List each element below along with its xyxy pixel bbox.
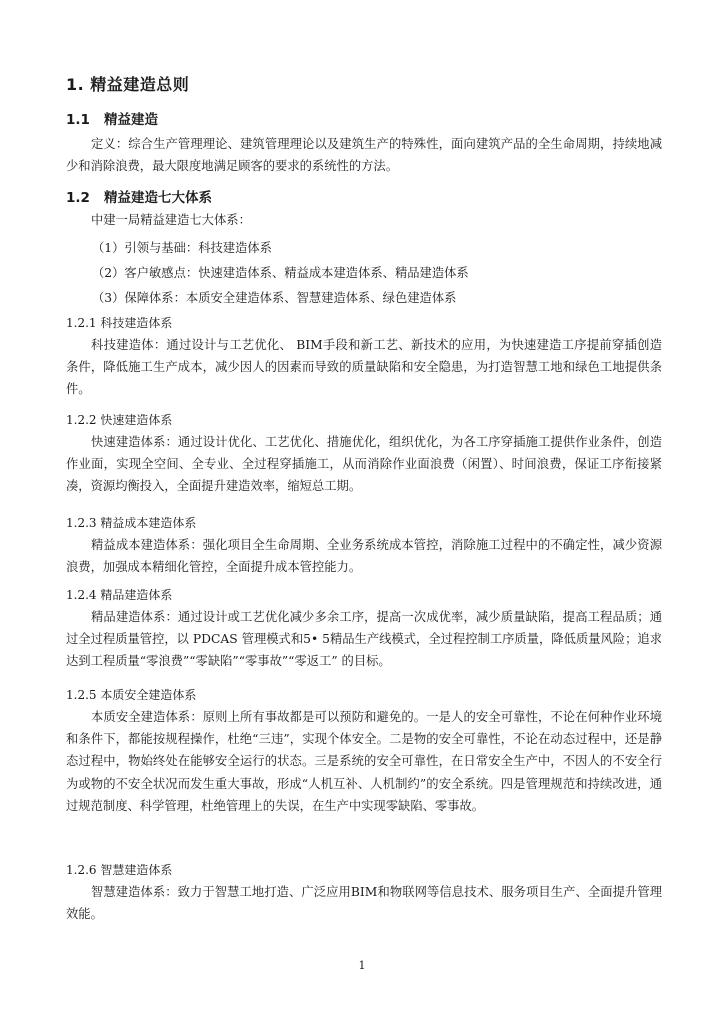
subsection-1-2-6-paragraph: 智慧建造体系：致力于智慧工地打造、广泛应用BIM和物联网等信息技术、服务项目生产、全面提升管理效能。 [66, 885, 662, 922]
subsection-1-2-4-heading: 1.2.4 精品建造体系 [66, 588, 173, 602]
subsection-1-2-3-paragraph: 精益成本建造体系：强化项目全生命周期、全业务系统成本管控，消除施工过程中的不确定性，减少资源浪费，加强成本精细化管控，全面提升成本管控能力。 [66, 538, 662, 575]
section-number: 1.1 [66, 112, 90, 128]
section-title: 精益建造七大体系 [104, 190, 212, 206]
chapter-heading: 1. 精益建造总则 [66, 75, 190, 94]
subsection-1-2-2-heading: 1.2.2 快速建造体系 [66, 413, 173, 427]
subsection-1-2-5-paragraph: 本质安全建造体系：原则上所有事故都是可以预防和避免的。一是人的安全可靠性，不论在何种作业环境和条件下，都能按规程操作，杜绝“三违”，实现个体安全。二是物的安全可靠性，不论在动态过程中，还是静态过程中，物始终处在能够安全运行的状态。三是系统的安全可靠性，在日常安全生产中，不因人的不安全行为或物的不安全状况而发生重大事故，形成“人机互补、人机制约”的安全系统。四是管理规范和持续改进，通过规范制度、科学管理，杜绝管理上的失误，在生产中实现零缺陷、零事故。 [66, 710, 662, 813]
section-1-1-heading [66, 108, 158, 128]
section-title: 精益建造 [104, 112, 158, 128]
subsection-1-2-2-paragraph: 快速建造体系：通过设计优化、工艺优化、措施优化，组织优化，为各工序穿插施工提供作业条件，创造作业面，实现全空间、全专业、全过程穿插施工，从而消除作业面浪费（闲置）、时间浪费，保证工序衔接紧凑，资源均衡投入，全面提升建造效率，缩短总工期。 [66, 435, 662, 494]
subsection-1-2-4-paragraph: 精品建造体系：通过设计或工艺优化减少多余工序，提高一次成优率，减少质量缺陷，提高工程品质；通过全过程质量管控，以 PDCAS 管理模式和5• 5精品生产线模式，全过程控制工序质量，降低质量风险；追求达到工程质量“零浪费”“零缺陷”“零事故”“零返工” 的目标。 [66, 610, 662, 669]
section-1-1-paragraph: 定义：综合生产管理理论、建筑管理理论以及建筑生产的特殊性，面向建筑产品的全生命周期，持续地减少和消除浪费，最大限度地满足顾客的要求的系统性的方法。 [66, 137, 662, 174]
list-item: （3）保障体系：本质安全建造体系、智慧建造体系、绿色建造体系 [92, 291, 457, 305]
subsection-1-2-1-paragraph: 科技建造体：通过设计与工艺优化、 BIM手段和新工艺、新技术的应用，为快速建造工序提前穿插创造条件，降低施工生产成本，减少因人的因素而导致的质量缺陷和安全隐患，为打造智慧工地和绿色工地提供条件。 [66, 338, 662, 397]
page-number: 1 [358, 959, 366, 972]
list-item: （2）客户敏感点：快速建造体系、精益成本建造体系、精品建造体系 [92, 266, 469, 280]
section-1-2-heading [66, 186, 212, 206]
subsection-1-2-5-heading: 1.2.5 本质安全建造体系 [66, 688, 197, 702]
section-number: 1.2 [66, 190, 90, 206]
subsection-1-2-1-heading: 1.2.1 科技建造体系 [66, 316, 173, 330]
section-1-2-intro: 中建一局精益建造七大体系： [91, 213, 251, 227]
subsection-1-2-3-heading: 1.2.3 精益成本建造体系 [66, 516, 197, 530]
subsection-1-2-6-heading: 1.2.6 智慧建造体系 [66, 863, 173, 877]
list-item: （1）引领与基础：科技建造体系 [92, 241, 272, 255]
